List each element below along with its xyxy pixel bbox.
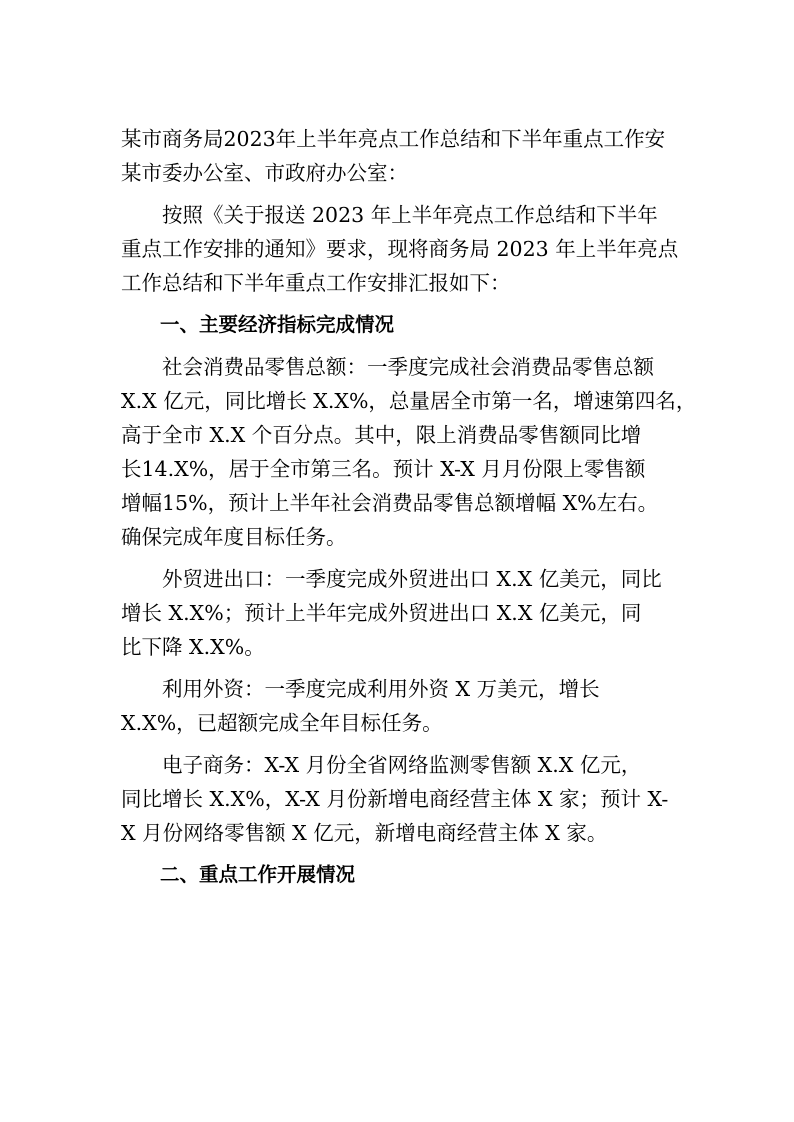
investment-line-2: X.X%，已超额完成全年目标任务。 [121, 711, 443, 735]
document-title-line: 某市商务局2023年上半年亮点工作总结和下半年重点工作安 [121, 127, 666, 151]
trade-line-3: 比下降 X.X%。 [121, 635, 265, 659]
retail-line-5: 增幅15%，预计上半年社会消费品零售总额增幅 X%左右。 [121, 491, 659, 515]
document-page [121, 122, 697, 892]
retail-line-2: X.X 亿元，同比增长 X.X%，总量居全市第一名，增速第四名， [121, 389, 697, 413]
retail-line-3: 高于全市 X.X 个百分点。其中，限上消费品零售额同比增 [121, 423, 642, 447]
section-heading-2: 二、重点工作开展情况 [160, 863, 356, 886]
investment-line-1: 利用外资：一季度完成利用外资 X 万美元，增长 [162, 677, 600, 701]
retail-line-6: 确保完成年度目标任务。 [121, 525, 347, 549]
intro-line-2: 重点工作安排的通知》要求，现将商务局 2023 年上半年亮点 [121, 237, 679, 261]
ecommerce-line-3: X 月份网络零售额 X 亿元，新增电商经营主体 X 家。 [121, 821, 608, 845]
addressee: 某市委办公室、市政府办公室： [121, 161, 408, 185]
section-heading-1: 一、主要经济指标完成情况 [160, 313, 395, 336]
ecommerce-line-1: 电子商务：X-X 月份全省网络监测零售额 X.X 亿元， [162, 753, 642, 777]
trade-line-1: 外贸进出口：一季度完成外贸进出口 X.X 亿美元，同比 [162, 567, 662, 591]
ecommerce-line-2: 同比增长 X.X%，X-X 月份新增电商经营主体 X 家；预计 X- [121, 787, 669, 811]
retail-line-4: 长14.X%，居于全市第三名。预计 X-X 月月份限上零售额 [121, 457, 646, 481]
intro-line-1: 按照《关于报送 2023 年上半年亮点工作总结和下半年 [162, 203, 658, 227]
intro-line-3: 工作总结和下半年重点工作安排汇报如下： [121, 271, 511, 295]
retail-line-1: 社会消费品零售总额：一季度完成社会消费品零售总额 [162, 355, 654, 379]
trade-line-2: 增长 X.X%；预计上半年完成外贸进出口 X.X 亿美元，同 [121, 601, 642, 625]
